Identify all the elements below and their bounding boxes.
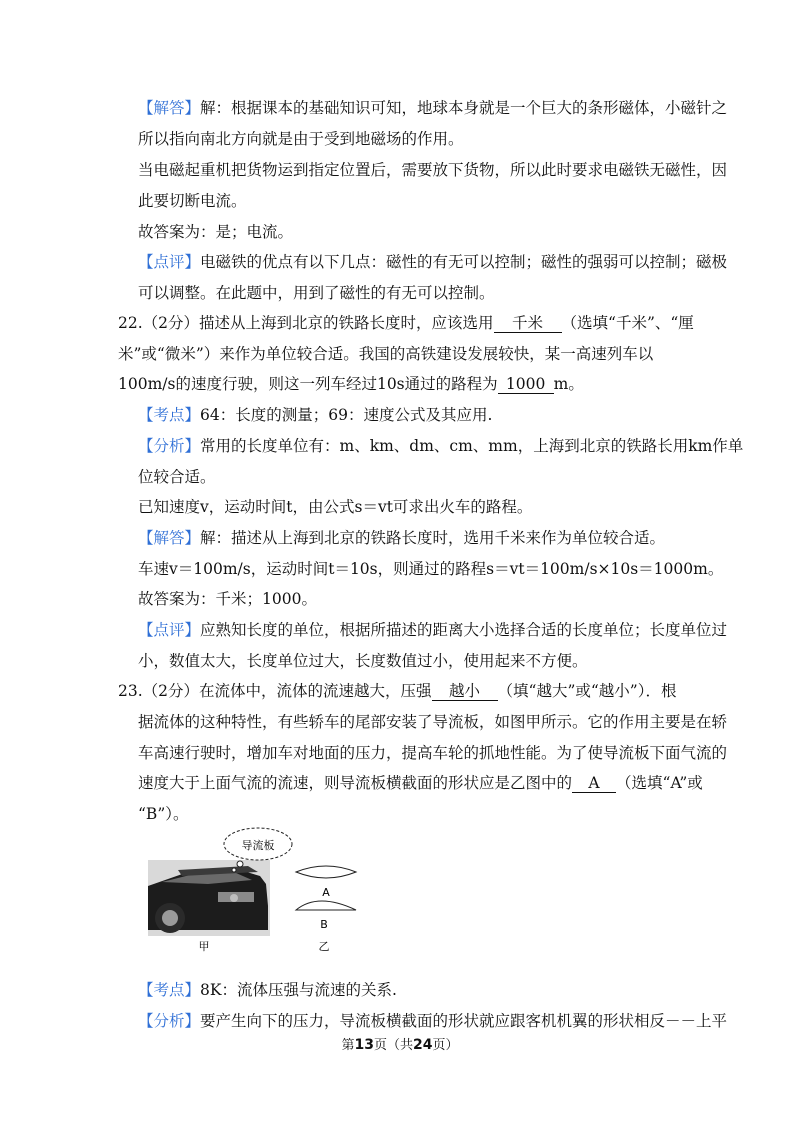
- q22-stem-line: 米”或“微米”）来作为单位较合适。我国的高铁建设发展较快，某一高速列车以: [118, 345, 654, 363]
- section-b-label: B: [320, 918, 328, 931]
- answer-text: 解：根据课本的基础知识可知，地球本身就是一个巨大的条形磁体，小磁针之: [200, 99, 728, 117]
- page-footer: [0, 1036, 800, 1055]
- footer-text: 页（共: [373, 1038, 413, 1053]
- q22-stem: [118, 313, 694, 333]
- answer-tag: 【解答】: [138, 99, 201, 117]
- q22-answer-line: 车速v＝100m/s，运动时间t＝10s，则通过的路程s＝vt＝100m/s×10s＝1000m。: [138, 560, 724, 578]
- stem-text: （选填“千米”、“厘: [561, 314, 694, 332]
- q22-answer: [138, 528, 665, 548]
- footer-text: 第: [341, 1038, 355, 1053]
- q22-analysis-line: 位较合适。: [138, 468, 216, 486]
- stem-text: （2分）在流体中，流体的流速越大，压强: [142, 682, 432, 700]
- q23-stem-line: [138, 773, 703, 793]
- stem-text: （2分）描述从上海到北京的铁路长度时，应该选用: [142, 314, 494, 332]
- section-a-shape: [296, 866, 356, 878]
- q22-stem-line: [118, 374, 584, 394]
- caption-jia: 甲: [198, 940, 210, 953]
- q21-answer-line: 所以指向南北方向就是由于受到地磁场的作用。: [138, 130, 464, 148]
- q23-stem-line: 据流体的这种特性，有些轿车的尾部安装了导流板，如图甲所示。它的作用主要是在轿: [138, 713, 728, 731]
- section-b-shape: [296, 901, 356, 910]
- car-badge: [230, 894, 238, 902]
- stem-text: 100m/s的速度行驶，则这一列车经过10s通过的路程为: [118, 375, 498, 393]
- comment-tag: 【点评】: [138, 621, 201, 639]
- comment-tag: 【点评】: [138, 253, 201, 271]
- analysis-text: 要产生向下的压力，导流板横截面的形状就应跟客机机翼的形状相反－－上平: [200, 1012, 728, 1030]
- q21-answer-line: 当电磁起重机把货物运到指定位置后，需要放下货物，所以此时要求电磁铁无磁性，因: [138, 161, 728, 179]
- answer-tag: 【解答】: [138, 529, 201, 547]
- point-text: 8K：流体压强与流速的关系.: [200, 981, 397, 999]
- q21-comment: [138, 252, 727, 272]
- q23-stem: [118, 681, 676, 701]
- thought-bubble-dot: [232, 868, 236, 872]
- figure-drawing: [148, 826, 378, 954]
- q23-analysis: [138, 1011, 727, 1031]
- car-wheel-rim: [162, 910, 178, 926]
- comment-text: 应熟知长度的单位，根据所描述的距离大小选择合适的长度单位；长度单位过: [200, 621, 728, 639]
- footer-text: 页）: [432, 1038, 459, 1053]
- caption-yi: 乙: [318, 940, 330, 953]
- q21-comment-line: 可以调整。在此题中，用到了磁性的有无可以控制。: [138, 284, 495, 302]
- question-number: 23.: [118, 682, 143, 700]
- bubble-label: 导流板: [241, 839, 275, 852]
- analysis-tag: 【分析】: [138, 437, 201, 455]
- point-tag: 【考点】: [138, 981, 201, 999]
- point-text: 64：长度的测量；69：速度公式及其应用.: [200, 406, 493, 424]
- q22-analysis-line: 已知速度v，运动时间t，由公式s＝vt可求出火车的路程。: [138, 498, 533, 516]
- q22-point: [138, 405, 492, 425]
- answer-blank: A: [572, 774, 616, 793]
- question-number: 22.: [118, 314, 143, 332]
- page-total: 24: [413, 1037, 433, 1053]
- stem-text: （填“越大”或“越小”）．根: [497, 682, 677, 700]
- q21-answer: [138, 98, 727, 118]
- q22-answer-line: 故答案为：千米；1000。: [138, 590, 317, 608]
- analysis-text: 常用的长度单位有：m、km、dm、cm、mm，上海到北京的铁路长用km作单: [200, 437, 744, 455]
- answer-blank: 千米: [494, 314, 562, 333]
- analysis-tag: 【分析】: [138, 1012, 201, 1030]
- stem-text: m。: [553, 375, 584, 393]
- stem-text: （选填“A”或: [616, 774, 703, 792]
- point-tag: 【考点】: [138, 406, 201, 424]
- spoiler-figure: [148, 826, 378, 954]
- q23-stem-line: “B”）。: [138, 805, 189, 823]
- answer-text: 解：描述从上海到北京的铁路长度时，选用千米来作为单位较合适。: [200, 529, 666, 547]
- q23-stem-line: 车高速行驶时，增加车对地面的压力，提高车轮的抓地性能。为了使导流板下面气流的: [138, 744, 728, 762]
- comment-text: 电磁铁的优点有以下几点：磁性的有无可以控制；磁性的强弱可以控制；磁极: [200, 253, 728, 271]
- q23-point: [138, 980, 397, 1000]
- q22-comment: [138, 620, 727, 640]
- q22-comment-line: 小，数值太大，长度单位过大，长度数值过小，使用起来不方便。: [138, 652, 588, 670]
- q21-answer-line: 此要切断电流。: [138, 192, 247, 210]
- q22-analysis: [138, 436, 743, 456]
- stem-text: 速度大于上面气流的流速，则导流板横截面的形状应是乙图中的: [138, 774, 573, 792]
- answer-blank: 1000: [498, 375, 554, 394]
- q21-answer-line: 故答案为：是；电流。: [138, 223, 294, 241]
- section-a-label: A: [322, 886, 330, 899]
- thought-bubble-dot: [237, 861, 243, 867]
- page-number: 13: [354, 1037, 374, 1053]
- answer-blank: 越小: [432, 682, 498, 701]
